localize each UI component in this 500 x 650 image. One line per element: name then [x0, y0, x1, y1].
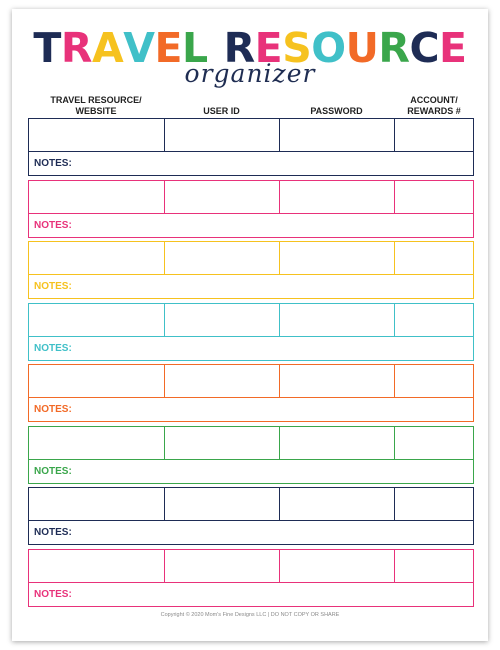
- cell-account-rewards[interactable]: [395, 181, 475, 213]
- title-letter: S: [282, 24, 312, 72]
- entry-cells: [29, 119, 473, 152]
- header-travel-resource-line2: WEBSITE: [75, 106, 117, 116]
- cell-travel-resource[interactable]: [29, 242, 165, 274]
- cell-account-rewards[interactable]: [395, 242, 475, 274]
- notes-field[interactable]: [79, 153, 473, 175]
- notes-label: NOTES:: [34, 158, 72, 169]
- cell-password[interactable]: [280, 365, 395, 397]
- notes-label: NOTES:: [34, 342, 72, 354]
- title-letter: C: [409, 24, 440, 72]
- entry-row: [28, 364, 474, 422]
- entry-cells: [29, 550, 473, 583]
- entry-row: [28, 487, 474, 545]
- title-letter: E: [254, 24, 283, 72]
- notes-field[interactable]: [79, 461, 473, 483]
- cell-user-id[interactable]: [165, 488, 280, 520]
- cell-travel-resource[interactable]: [29, 365, 165, 397]
- cell-account-rewards[interactable]: [395, 427, 475, 459]
- header-account-line2: REWARDS #: [407, 106, 461, 116]
- notes-field[interactable]: [79, 584, 473, 606]
- entry-row: [28, 241, 474, 299]
- cell-password[interactable]: [280, 304, 395, 336]
- notes-field[interactable]: [79, 215, 473, 237]
- cell-password[interactable]: [280, 119, 395, 151]
- notes-field[interactable]: [79, 522, 473, 544]
- notes-field[interactable]: [79, 399, 473, 421]
- cell-user-id[interactable]: [165, 304, 280, 336]
- entry-cells: [29, 242, 473, 275]
- cell-password[interactable]: [280, 181, 395, 213]
- cell-user-id[interactable]: [165, 181, 280, 213]
- cell-user-id[interactable]: [165, 365, 280, 397]
- entry-cells: [29, 181, 473, 214]
- notes-label: NOTES:: [34, 404, 72, 415]
- cell-password[interactable]: [280, 488, 395, 520]
- notes-field[interactable]: [79, 338, 473, 360]
- header-password: PASSWORD: [310, 106, 363, 116]
- cell-account-rewards[interactable]: [395, 550, 475, 582]
- cell-travel-resource[interactable]: [29, 181, 165, 213]
- notes-label: NOTES:: [34, 588, 72, 600]
- organizer-page: [12, 9, 488, 641]
- entry-row: [28, 303, 474, 361]
- cell-account-rewards[interactable]: [395, 304, 475, 336]
- notes-label: NOTES:: [34, 281, 72, 292]
- title-letter: R: [223, 24, 255, 72]
- header-travel-resource: [28, 95, 164, 117]
- cell-account-rewards[interactable]: [395, 119, 475, 151]
- cell-user-id[interactable]: [165, 550, 280, 582]
- cell-password[interactable]: [280, 427, 395, 459]
- title-letter: A: [91, 24, 124, 72]
- title-letter: O: [311, 24, 346, 72]
- entry-row: [28, 180, 474, 238]
- cell-user-id[interactable]: [165, 242, 280, 274]
- title-letter: L: [181, 24, 208, 72]
- title-letter: T: [33, 24, 61, 72]
- notes-label: NOTES:: [34, 219, 72, 231]
- header-account-line1: ACCOUNT/: [410, 95, 458, 105]
- cell-password[interactable]: [280, 550, 395, 582]
- title-letter: V: [123, 24, 155, 72]
- title-letter: E: [154, 24, 182, 72]
- notes-label: NOTES:: [34, 465, 72, 477]
- title-letter: R: [60, 24, 92, 72]
- cell-travel-resource[interactable]: [29, 427, 165, 459]
- title-letter: R: [378, 24, 410, 72]
- header-travel-resource-line1: TRAVEL RESOURCE/: [50, 95, 142, 105]
- notes-field[interactable]: [79, 276, 473, 298]
- title-letter: E: [439, 24, 467, 72]
- entry-cells: [29, 427, 473, 460]
- notes-label: NOTES:: [34, 527, 72, 538]
- cell-travel-resource[interactable]: [29, 304, 165, 336]
- copyright-footer: Copyright © 2020 Mom's Fine Designs LLC | DO NOT COPY OR SHARE: [160, 612, 340, 618]
- entry-row: [28, 426, 474, 484]
- entry-cells: [29, 488, 473, 521]
- entry-cells: [29, 304, 473, 337]
- cell-travel-resource[interactable]: [29, 488, 165, 520]
- cell-user-id[interactable]: [165, 119, 280, 151]
- entry-cells: [29, 365, 473, 398]
- cell-user-id[interactable]: [165, 427, 280, 459]
- title-letter: U: [345, 24, 379, 72]
- cell-account-rewards[interactable]: [395, 365, 475, 397]
- cell-account-rewards[interactable]: [395, 488, 475, 520]
- header-account-rewards: [394, 95, 474, 117]
- cell-travel-resource[interactable]: [29, 550, 165, 582]
- page-subtitle: organizer: [184, 59, 316, 88]
- cell-password[interactable]: [280, 242, 395, 274]
- header-user-id: USER ID: [203, 106, 240, 116]
- entry-row: [28, 549, 474, 607]
- entry-row: [28, 118, 474, 176]
- cell-travel-resource[interactable]: [29, 119, 165, 151]
